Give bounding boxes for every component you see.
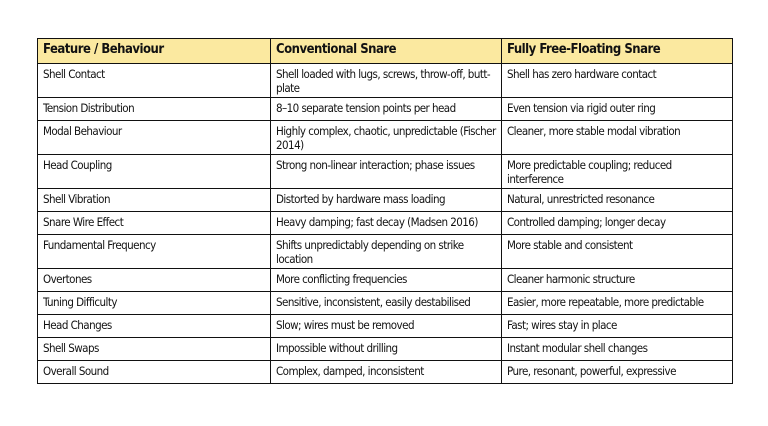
free-floating-cell: Shell has zero hardware contact [502,64,733,98]
table-row [38,64,733,98]
table-row [38,361,733,384]
feature-cell: Head Coupling [38,155,271,189]
table-header-row [38,39,733,64]
free-floating-cell: Even tension via rigid outer ring [502,98,733,121]
table-row [38,315,733,338]
free-floating-cell: Pure, resonant, powerful, expressive [502,361,733,384]
comparison-table [37,38,733,384]
free-floating-cell: Instant modular shell changes [502,338,733,361]
table-row [38,235,733,269]
table-row [38,292,733,315]
feature-cell: Tension Distribution [38,98,271,121]
header-free-floating-snare: Fully Free-Floating Snare [502,39,733,64]
table-row [38,121,733,155]
feature-cell: Shell Contact [38,64,271,98]
free-floating-cell: Fast; wires stay in place [502,315,733,338]
conventional-cell: Impossible without drilling [271,338,502,361]
free-floating-cell: Cleaner, more stable modal vibration [502,121,733,155]
conventional-cell: Heavy damping; fast decay (Madsen 2016) [271,212,502,235]
feature-cell: Fundamental Frequency [38,235,271,269]
conventional-cell: Strong non-linear interaction; phase issues [271,155,502,189]
header-feature: Feature / Behaviour [38,39,271,64]
free-floating-cell: Easier, more repeatable, more predictable [502,292,733,315]
conventional-cell: Distorted by hardware mass loading [271,189,502,212]
feature-cell: Overtones [38,269,271,292]
table-row [38,155,733,189]
header-conventional-snare: Conventional Snare [271,39,502,64]
table-row [38,269,733,292]
feature-cell: Snare Wire Effect [38,212,271,235]
conventional-cell: 8–10 separate tension points per head [271,98,502,121]
table-row [38,98,733,121]
free-floating-cell: More stable and consistent [502,235,733,269]
feature-cell: Overall Sound [38,361,271,384]
feature-cell: Shell Vibration [38,189,271,212]
feature-cell: Shell Swaps [38,338,271,361]
conventional-cell: Shifts unpredictably depending on strike location [271,235,502,269]
free-floating-cell: More predictable coupling; reduced interference [502,155,733,189]
feature-cell: Head Changes [38,315,271,338]
table-row [38,189,733,212]
free-floating-cell: Natural, unrestricted resonance [502,189,733,212]
table-row [38,338,733,361]
free-floating-cell: Controlled damping; longer decay [502,212,733,235]
conventional-cell: Highly complex, chaotic, unpredictable (Fischer 2014) [271,121,502,155]
table-row [38,212,733,235]
feature-cell: Tuning Difficulty [38,292,271,315]
conventional-cell: More conflicting frequencies [271,269,502,292]
feature-cell: Modal Behaviour [38,121,271,155]
free-floating-cell: Cleaner harmonic structure [502,269,733,292]
conventional-cell: Slow; wires must be removed [271,315,502,338]
conventional-cell: Sensitive, inconsistent, easily destabilised [271,292,502,315]
conventional-cell: Shell loaded with lugs, screws, throw-off, butt-plate [271,64,502,98]
conventional-cell: Complex, damped, inconsistent [271,361,502,384]
